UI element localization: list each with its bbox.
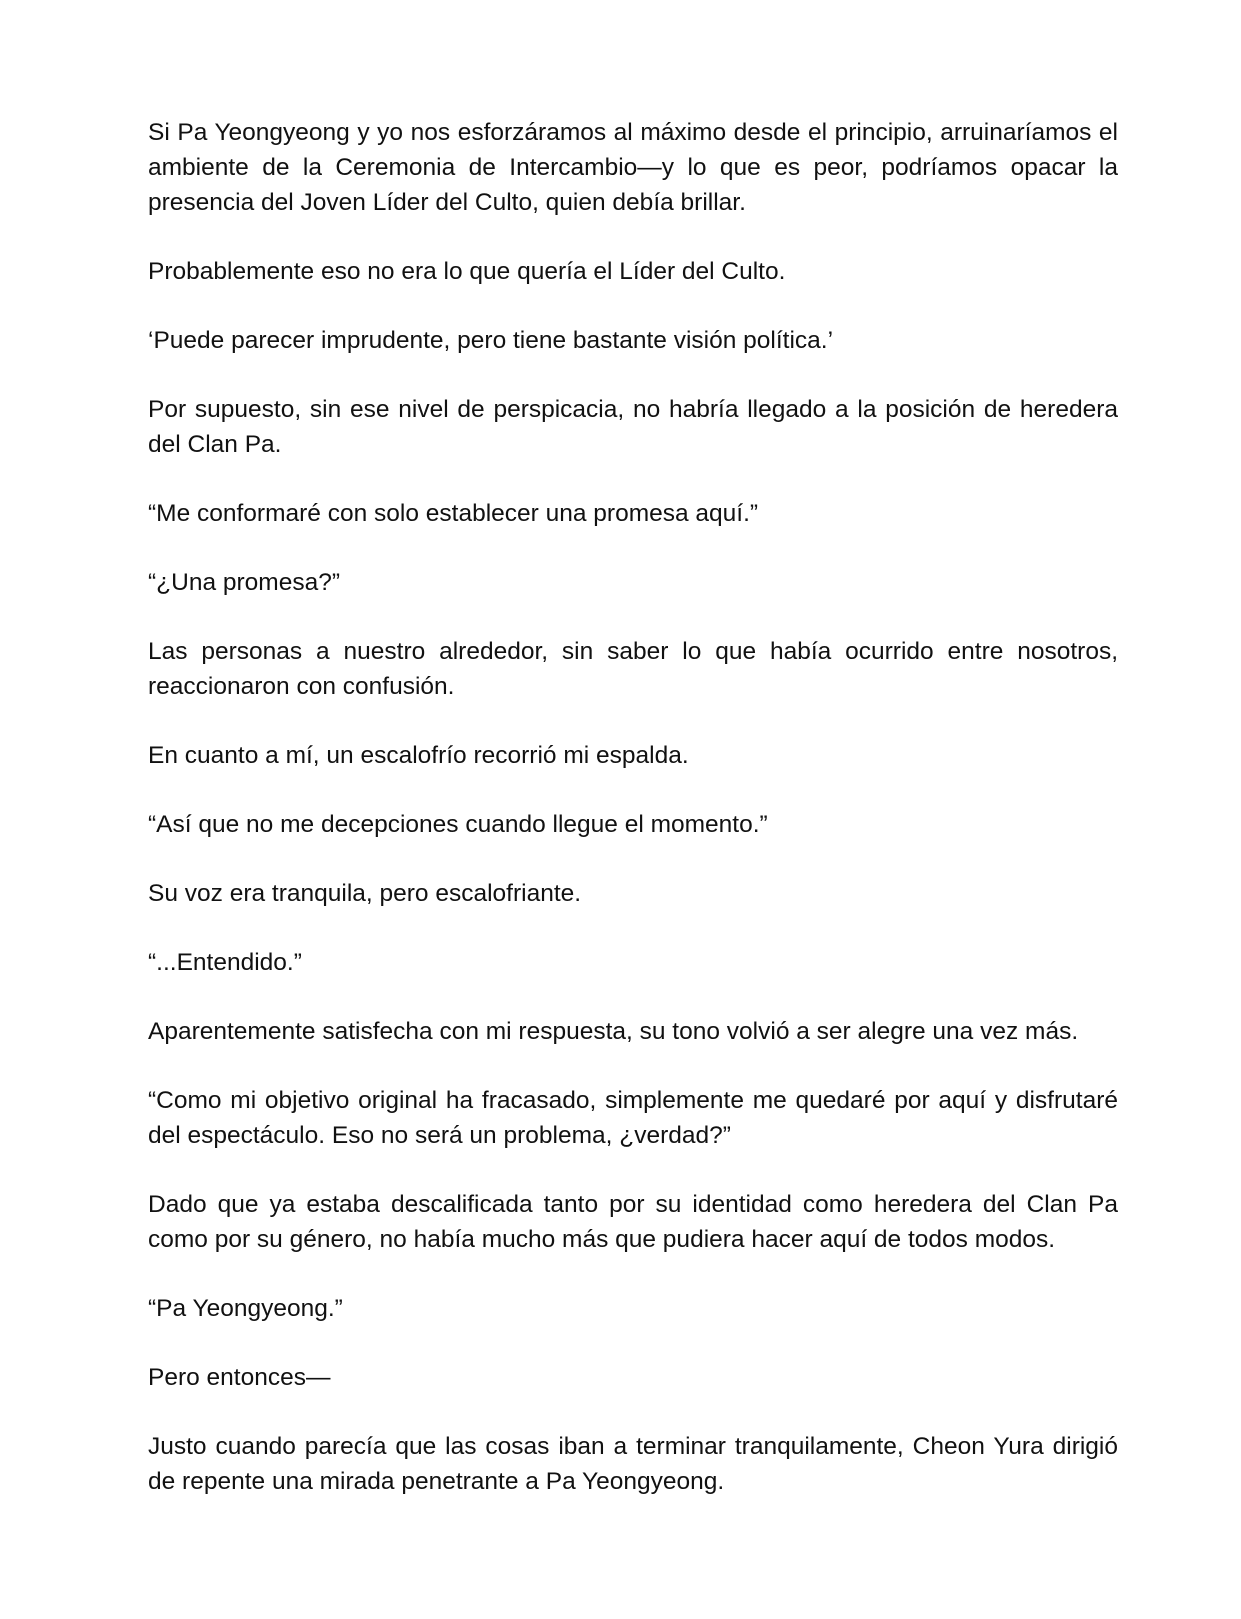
paragraph: “¿Una promesa?” [148, 569, 340, 596]
paragraph: “Como mi objetivo original ha fracasado, simplemente me quedaré por aquí y disfrutaré del espectáculo. Eso no será un problema, ¿verdad?” [148, 1087, 1118, 1149]
paragraph: Las personas a nuestro alrededor, sin saber lo que había ocurrido entre nosotros, reaccionaron con confusión. [148, 638, 1118, 700]
paragraph: ‘Puede parecer imprudente, pero tiene bastante visión política.’ [148, 327, 834, 354]
paragraph: Pero entonces— [148, 1364, 331, 1391]
paragraph: Justo cuando parecía que las cosas iban a terminar tranquilamente, Cheon Yura dirigió de repente una mirada penetrante a Pa Yeongyeong. [148, 1433, 1118, 1495]
paragraph: Probablemente eso no era lo que quería el Líder del Culto. [148, 258, 786, 285]
paragraph: Si Pa Yeongyeong y yo nos esforzáramos al máximo desde el principio, arruinaríamos el ambiente de la Ceremonia de Intercambio—y lo que es peor, podríamos opacar la presencia del Joven Líder del Culto, quien debía brillar. [148, 119, 1118, 216]
paragraph: “Pa Yeongyeong.” [148, 1295, 343, 1322]
document-body [148, 115, 1118, 1533]
paragraph: Dado que ya estaba descalificada tanto por su identidad como heredera del Clan Pa como por su género, no había mucho más que pudiera hacer aquí de todos modos. [148, 1191, 1118, 1253]
paragraph: “Así que no me decepciones cuando llegue el momento.” [148, 811, 768, 838]
paragraph: Aparentemente satisfecha con mi respuesta, su tono volvió a ser alegre una vez más. [148, 1018, 1079, 1045]
paragraph: “...Entendido.” [148, 949, 302, 976]
paragraph: Su voz era tranquila, pero escalofriante. [148, 880, 582, 907]
paragraph: Por supuesto, sin ese nivel de perspicacia, no habría llegado a la posición de heredera del Clan Pa. [148, 396, 1118, 458]
paragraph: “Me conformaré con solo establecer una promesa aquí.” [148, 500, 759, 527]
paragraph: En cuanto a mí, un escalofrío recorrió mi espalda. [148, 742, 689, 769]
